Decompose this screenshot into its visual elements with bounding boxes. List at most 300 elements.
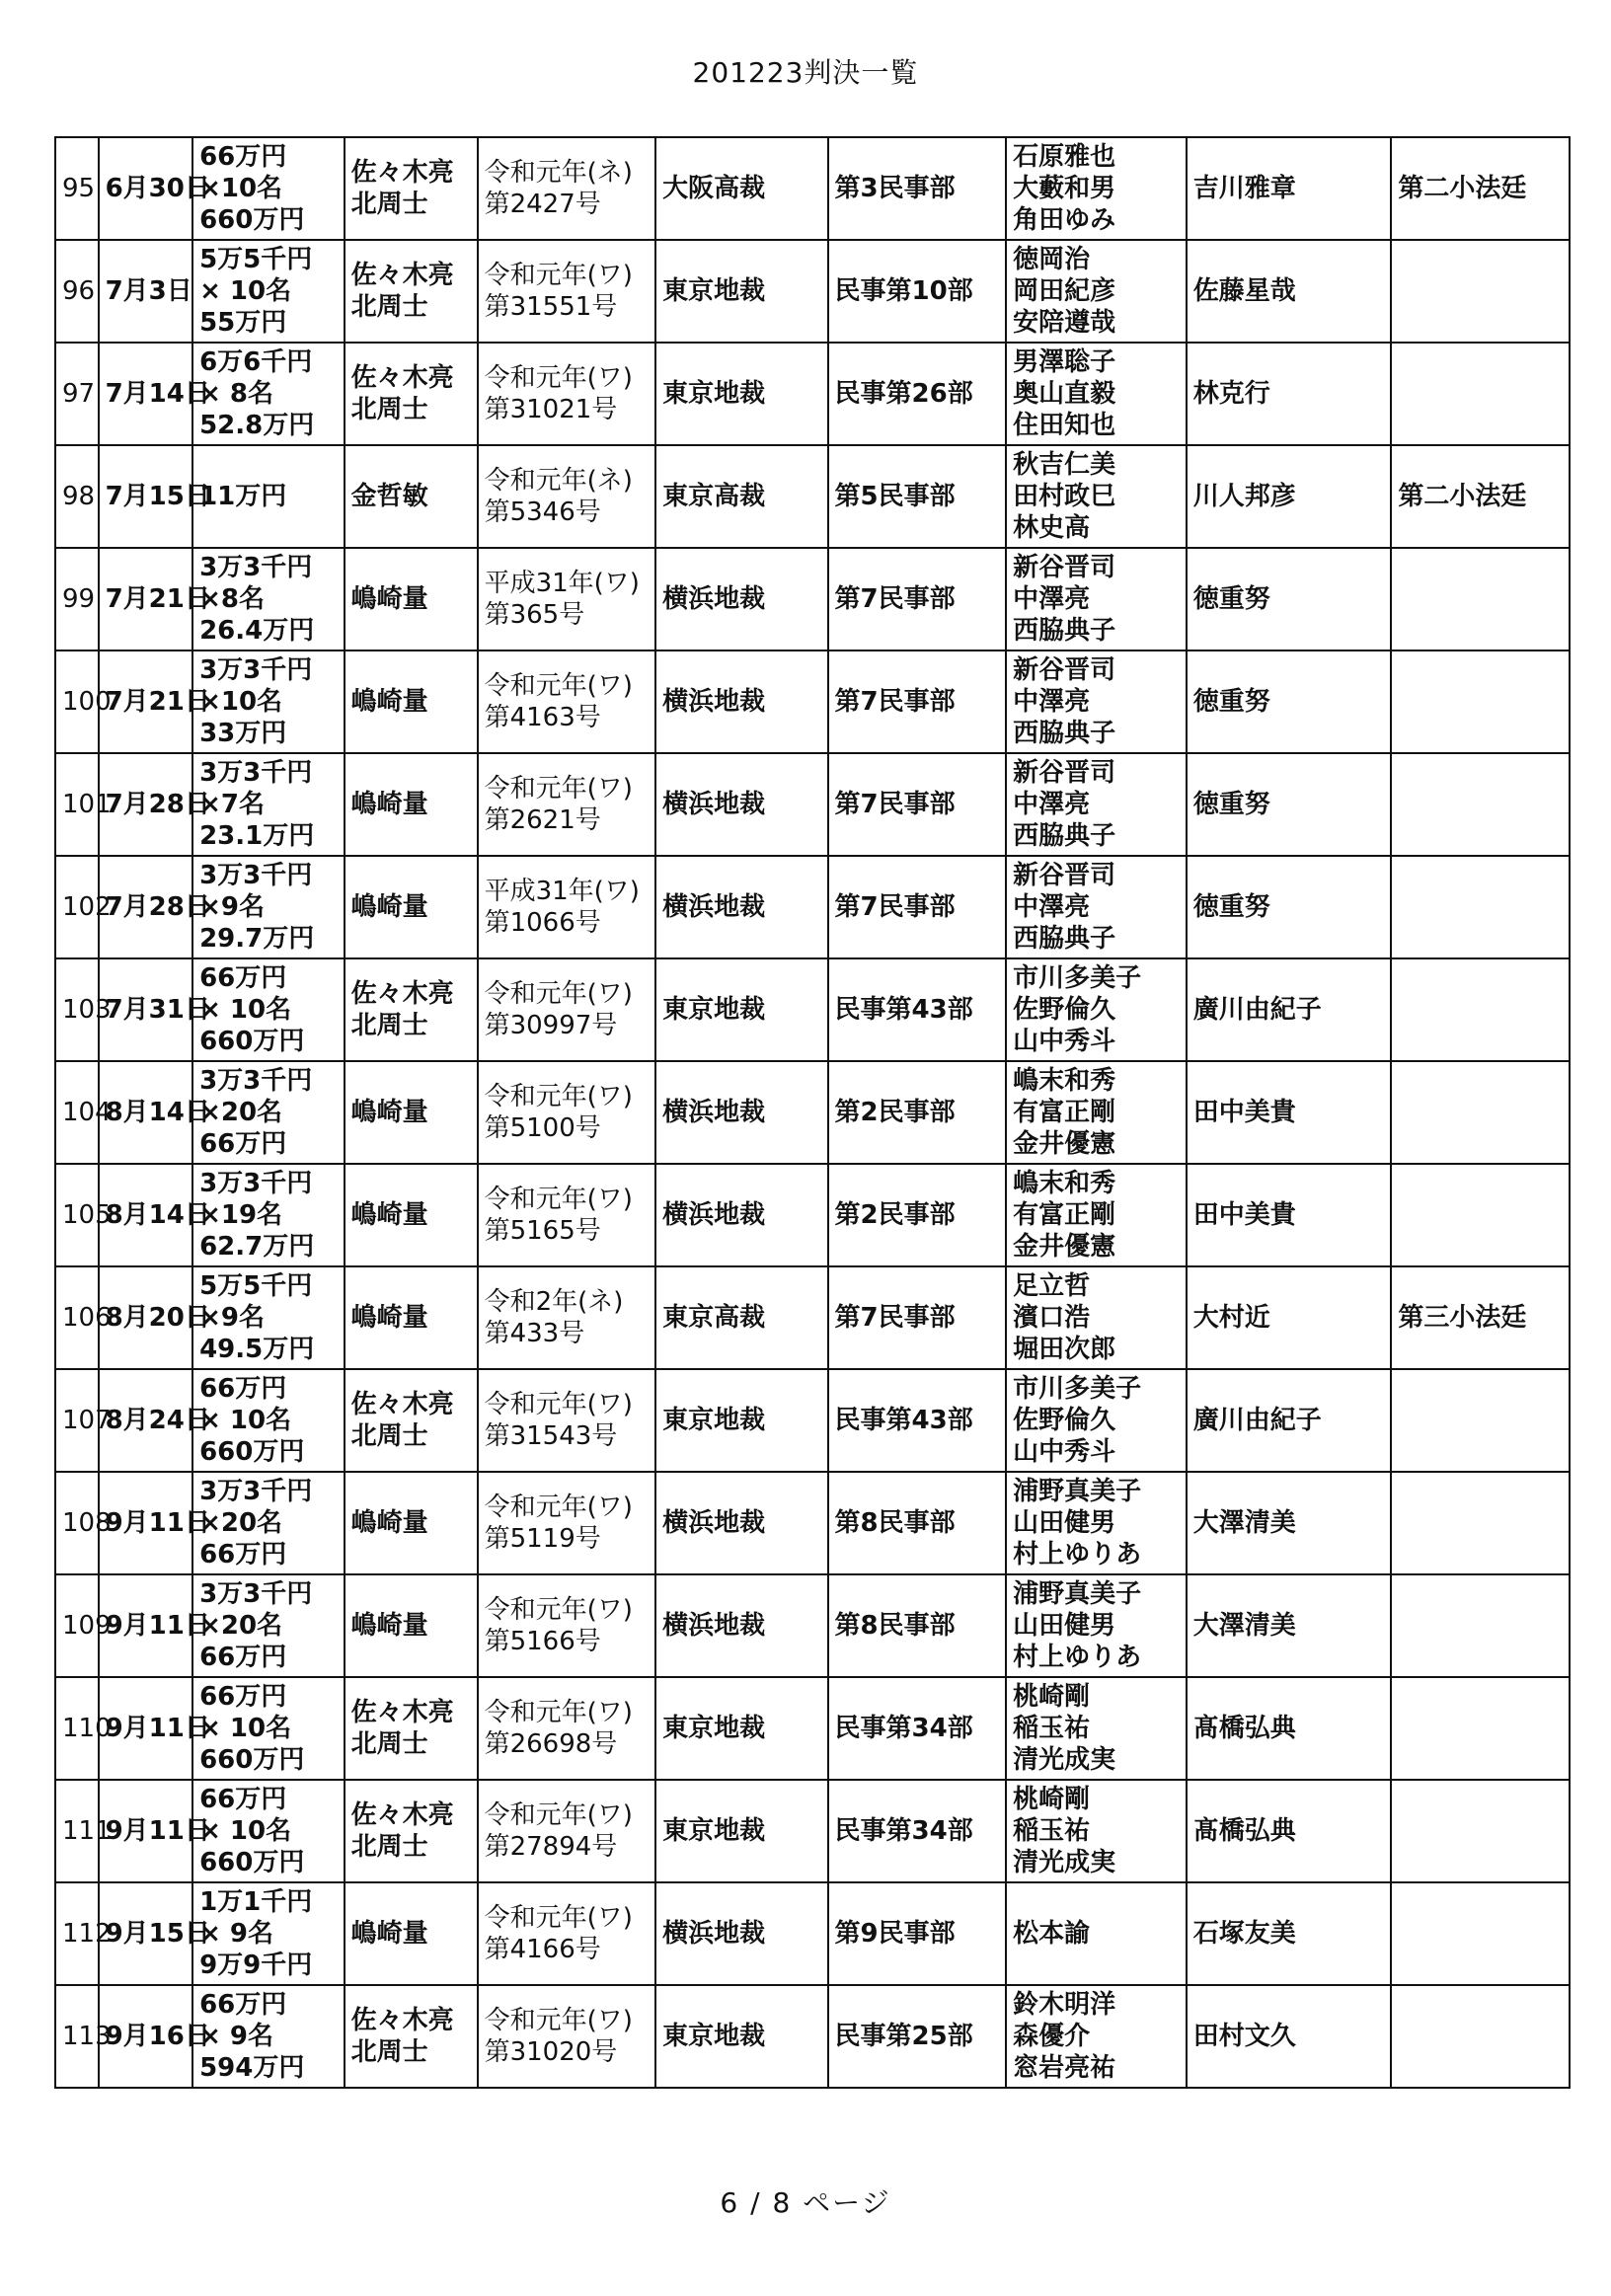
cell-case-number-line: 令和元年(ワ) — [484, 1492, 633, 1522]
cell-judges-line: 西脇典子 — [1013, 821, 1116, 851]
cell-judges-line: 浦野真美子 — [1013, 1477, 1142, 1506]
cell-attorney-line: 嶋崎量 — [350, 1611, 428, 1641]
cell-remark — [1391, 1985, 1570, 2088]
cell-court: 東京地裁 — [655, 958, 827, 1061]
cell-amount-line: × 10名 — [199, 1406, 292, 1435]
table-row — [55, 137, 1570, 240]
table-row — [55, 753, 1570, 856]
cell-case-number — [478, 1164, 656, 1266]
cell-attorney — [345, 1164, 478, 1266]
cell-number: 105 — [55, 1164, 99, 1266]
cell-clerk: 田中美貴 — [1187, 1061, 1392, 1164]
cell-court: 大阪高裁 — [655, 137, 827, 240]
cell-judges — [1006, 753, 1187, 856]
cell-amount — [192, 445, 345, 548]
cell-judges-line: 稲玉祐 — [1013, 1816, 1091, 1846]
cell-attorney-line: 嶋崎量 — [350, 584, 428, 614]
cell-case-number-line: 第2621号 — [484, 805, 601, 835]
cell-amount-line: 3万3千円 — [199, 758, 313, 788]
cell-date: 6月30日 — [99, 137, 192, 240]
cell-court: 横浜地裁 — [655, 548, 827, 651]
cell-judges-line: 大藪和男 — [1013, 174, 1116, 203]
cell-date: 7月21日 — [99, 651, 192, 753]
cell-court: 東京地裁 — [655, 1369, 827, 1472]
cell-attorney — [345, 445, 478, 548]
cell-remark — [1391, 1780, 1570, 1882]
cell-judges — [1006, 856, 1187, 958]
cell-remark: 第三小法廷 — [1391, 1266, 1570, 1369]
table-row — [55, 1472, 1570, 1574]
cell-amount-line: × 10名 — [199, 1816, 292, 1846]
cell-attorney-line: 佐々木亮 — [350, 979, 454, 1009]
cell-case-number — [478, 1472, 656, 1574]
table-row — [55, 1369, 1570, 1472]
cell-amount-line: 66万円 — [199, 1374, 287, 1404]
cell-judges-line: 山田健男 — [1013, 1611, 1116, 1641]
cell-judges — [1006, 958, 1187, 1061]
cell-judges-line: 安陪遵哉 — [1013, 308, 1116, 338]
cell-amount-line: ×20名 — [199, 1611, 283, 1641]
cell-judges-line: 中澤亮 — [1013, 790, 1091, 819]
cell-division: 民事第25部 — [828, 1985, 1007, 2088]
cell-attorney-line: 北周士 — [350, 1421, 428, 1451]
cell-attorney — [345, 1780, 478, 1882]
cell-case-number-line: 第1066号 — [484, 908, 601, 938]
table-body — [55, 137, 1570, 2088]
cell-court: 東京高裁 — [655, 445, 827, 548]
cell-remark — [1391, 856, 1570, 958]
table-row — [55, 856, 1570, 958]
cell-case-number-line: 令和元年(ワ) — [484, 1595, 633, 1625]
cell-clerk: 川人邦彦 — [1187, 445, 1392, 548]
cell-division: 第7民事部 — [828, 753, 1007, 856]
cell-amount-line: 5万5千円 — [199, 245, 313, 274]
cell-amount-line: 66万円 — [199, 1129, 287, 1159]
cell-attorney-line: 佐々木亮 — [350, 261, 454, 290]
cell-judges — [1006, 1780, 1187, 1882]
cell-number: 99 — [55, 548, 99, 651]
cell-date: 7月14日 — [99, 343, 192, 445]
cell-attorney-line: 北周士 — [350, 2037, 428, 2067]
cell-clerk: 田中美貴 — [1187, 1164, 1392, 1266]
cell-date: 9月16日 — [99, 1985, 192, 2088]
cell-remark — [1391, 1882, 1570, 1985]
cell-amount-line: 3万3千円 — [199, 861, 313, 890]
cell-amount — [192, 1369, 345, 1472]
cell-remark — [1391, 1164, 1570, 1266]
cell-case-number-line: 令和元年(ワ) — [484, 671, 633, 701]
cell-clerk: 大澤清美 — [1187, 1574, 1392, 1677]
cell-case-number-line: 第433号 — [484, 1319, 585, 1348]
cell-amount — [192, 1882, 345, 1985]
cell-court: 東京地裁 — [655, 1780, 827, 1882]
cell-amount-line: 66万円 — [199, 1682, 287, 1712]
cell-case-number — [478, 1882, 656, 1985]
cell-remark — [1391, 651, 1570, 753]
table-row — [55, 1780, 1570, 1882]
cell-amount-line: 660万円 — [199, 1745, 305, 1775]
cell-division: 民事第34部 — [828, 1677, 1007, 1780]
cell-amount — [192, 1677, 345, 1780]
cell-case-number-line: 令和元年(ワ) — [484, 1082, 633, 1111]
cell-case-number-line: 第5166号 — [484, 1627, 601, 1656]
cell-date: 7月21日 — [99, 548, 192, 651]
cell-amount-line: × 10名 — [199, 276, 292, 306]
cell-date: 8月14日 — [99, 1164, 192, 1266]
cell-case-number — [478, 137, 656, 240]
cell-judges — [1006, 1164, 1187, 1266]
cell-case-number-line: 第2427号 — [484, 190, 601, 219]
cell-judges — [1006, 548, 1187, 651]
cell-amount — [192, 1985, 345, 2088]
cell-date: 9月11日 — [99, 1677, 192, 1780]
cell-amount-line: 55万円 — [199, 308, 287, 338]
cell-amount-line: 52.8万円 — [199, 411, 315, 440]
cell-attorney-line: 嶋崎量 — [350, 1508, 428, 1538]
cell-number: 96 — [55, 240, 99, 343]
cell-attorney — [345, 958, 478, 1061]
cell-clerk: 廣川由紀子 — [1187, 958, 1392, 1061]
cell-division: 第8民事部 — [828, 1472, 1007, 1574]
page-number: 6 / 8 ページ — [720, 2186, 891, 2219]
cell-amount-line: 594万円 — [199, 2053, 305, 2083]
cell-division: 民事第43部 — [828, 958, 1007, 1061]
cell-remark — [1391, 1574, 1570, 1677]
cell-judges — [1006, 240, 1187, 343]
cell-case-number-line: 令和元年(ワ) — [484, 1903, 633, 1933]
page-title: 201223判決一覧 — [692, 56, 919, 89]
cell-judges-line: 稲玉祐 — [1013, 1714, 1091, 1743]
cell-judges-line: 窓岩亮祐 — [1013, 2053, 1116, 2083]
cell-clerk: 徳重努 — [1187, 753, 1392, 856]
cell-remark — [1391, 958, 1570, 1061]
table-row — [55, 1985, 1570, 2088]
cell-judges-line: 浦野真美子 — [1013, 1579, 1142, 1609]
cell-judges-line: 堀田次郎 — [1013, 1335, 1116, 1364]
cell-attorney — [345, 548, 478, 651]
cell-amount-line: ×9名 — [199, 1303, 265, 1333]
cell-case-number-line: 平成31年(ワ) — [484, 877, 640, 906]
cell-attorney-line: 佐々木亮 — [350, 158, 454, 188]
cell-case-number-line: 第365号 — [484, 600, 585, 630]
cell-date: 7月31日 — [99, 958, 192, 1061]
table-row — [55, 548, 1570, 651]
cell-remark — [1391, 1369, 1570, 1472]
cell-case-number — [478, 1677, 656, 1780]
cell-judges-line: 金井優憲 — [1013, 1232, 1116, 1262]
cell-amount-line: ×8名 — [199, 584, 265, 614]
cell-attorney — [345, 1882, 478, 1985]
cell-amount — [192, 1061, 345, 1164]
cell-amount-line: 66万円 — [199, 142, 287, 172]
cell-case-number-line: 令和元年(ワ) — [484, 1390, 633, 1419]
cell-attorney-line: 嶋崎量 — [350, 892, 428, 922]
cell-division: 第7民事部 — [828, 548, 1007, 651]
cell-case-number — [478, 1369, 656, 1472]
cell-attorney — [345, 1369, 478, 1472]
cell-amount-line: 66万円 — [199, 1785, 287, 1814]
cell-amount-line: 66万円 — [199, 963, 287, 993]
cell-amount-line: 49.5万円 — [199, 1335, 315, 1364]
cell-case-number-line: 第31020号 — [484, 2037, 618, 2067]
cell-judges — [1006, 1472, 1187, 1574]
cell-remark — [1391, 753, 1570, 856]
cell-court: 東京高裁 — [655, 1266, 827, 1369]
cell-attorney-line: 北周士 — [350, 190, 428, 219]
cell-clerk: 髙橋弘典 — [1187, 1780, 1392, 1882]
cell-judges-line: 鈴木明洋 — [1013, 1990, 1116, 2020]
cell-attorney — [345, 1472, 478, 1574]
cell-amount — [192, 1164, 345, 1266]
cell-case-number-line: 第5119号 — [484, 1524, 601, 1554]
cell-court: 横浜地裁 — [655, 1164, 827, 1266]
cell-judges-line: 新谷晋司 — [1013, 655, 1116, 685]
cell-attorney-line: 嶋崎量 — [350, 1303, 428, 1333]
cell-attorney-line: 嶋崎量 — [350, 1919, 428, 1949]
cell-number: 100 — [55, 651, 99, 753]
cell-attorney-line: 北周士 — [350, 1011, 428, 1040]
cell-amount-line: ×20名 — [199, 1098, 283, 1127]
cell-court: 横浜地裁 — [655, 651, 827, 753]
cell-judges-line: 西脇典子 — [1013, 719, 1116, 748]
cell-amount — [192, 651, 345, 753]
cell-judges — [1006, 137, 1187, 240]
cell-judges-line: 田村政巳 — [1013, 482, 1116, 511]
cell-judges-line: 金井優憲 — [1013, 1129, 1116, 1159]
cell-judges-line: 新谷晋司 — [1013, 861, 1116, 890]
cell-division: 第2民事部 — [828, 1164, 1007, 1266]
cell-remark — [1391, 240, 1570, 343]
table-row — [55, 1882, 1570, 1985]
cell-attorney — [345, 240, 478, 343]
cell-judges-line: 佐野倫久 — [1013, 1406, 1116, 1435]
cell-amount-line: 33万円 — [199, 719, 287, 748]
cell-amount-line: × 10名 — [199, 1714, 292, 1743]
cell-judges-line: 中澤亮 — [1013, 584, 1091, 614]
cell-court: 東京地裁 — [655, 1677, 827, 1780]
cell-judges-line: 西脇典子 — [1013, 616, 1116, 646]
cell-division: 第9民事部 — [828, 1882, 1007, 1985]
cell-attorney-line: 嶋崎量 — [350, 1098, 428, 1127]
cell-clerk: 髙橋弘典 — [1187, 1677, 1392, 1780]
cell-judges — [1006, 343, 1187, 445]
cell-attorney-line: 嶋崎量 — [350, 790, 428, 819]
cell-judges-line: 足立哲 — [1013, 1271, 1091, 1301]
cell-case-number-line: 第4166号 — [484, 1935, 601, 1964]
cell-number: 104 — [55, 1061, 99, 1164]
cell-number: 113 — [55, 1985, 99, 2088]
cell-attorney-line: 佐々木亮 — [350, 2006, 454, 2035]
cell-judges — [1006, 1369, 1187, 1472]
cell-date: 9月15日 — [99, 1882, 192, 1985]
cell-amount-line: 3万3千円 — [199, 1169, 313, 1198]
cell-court: 横浜地裁 — [655, 856, 827, 958]
cell-number: 106 — [55, 1266, 99, 1369]
cell-case-number-line: 令和元年(ネ) — [484, 158, 633, 188]
cell-judges-line: 有富正剛 — [1013, 1098, 1116, 1127]
cell-attorney-line: 嶋崎量 — [350, 1200, 428, 1230]
cell-judges — [1006, 651, 1187, 753]
cell-case-number-line: 第26698号 — [484, 1729, 618, 1759]
cell-amount — [192, 548, 345, 651]
cell-judges-line: 濱口浩 — [1013, 1303, 1091, 1333]
cell-judges-line: 清光成実 — [1013, 1745, 1116, 1775]
cell-attorney — [345, 1677, 478, 1780]
cell-judges-line: 有富正剛 — [1013, 1200, 1116, 1230]
cell-case-number-line: 第5100号 — [484, 1113, 601, 1143]
cell-case-number-line: 第31551号 — [484, 292, 618, 322]
cell-amount — [192, 1780, 345, 1882]
table-row — [55, 958, 1570, 1061]
cell-judges-line: 山田健男 — [1013, 1508, 1116, 1538]
cell-case-number-line: 令和元年(ネ) — [484, 466, 633, 496]
cell-date: 8月24日 — [99, 1369, 192, 1472]
cell-judges-line: 松本諭 — [1013, 1919, 1091, 1949]
table-row — [55, 651, 1570, 753]
cell-judges-line: 新谷晋司 — [1013, 553, 1116, 582]
cell-judges — [1006, 1266, 1187, 1369]
cell-amount-line: ×20名 — [199, 1508, 283, 1538]
cell-date: 9月11日 — [99, 1780, 192, 1882]
cell-judges — [1006, 1061, 1187, 1164]
cell-division: 第3民事部 — [828, 137, 1007, 240]
cell-case-number — [478, 753, 656, 856]
cell-case-number-line: 平成31年(ワ) — [484, 569, 640, 598]
cell-amount-line: 6万6千円 — [199, 347, 313, 377]
cell-case-number-line: 令和元年(ワ) — [484, 2006, 633, 2035]
cell-amount-line: × 9名 — [199, 2022, 273, 2051]
cell-amount — [192, 856, 345, 958]
cell-clerk: 大澤清美 — [1187, 1472, 1392, 1574]
cell-amount-line: 66万円 — [199, 1540, 287, 1569]
cell-number: 112 — [55, 1882, 99, 1985]
cell-case-number — [478, 548, 656, 651]
cell-case-number — [478, 651, 656, 753]
table-row — [55, 343, 1570, 445]
cell-judges-line: 森優介 — [1013, 2022, 1091, 2051]
table-row — [55, 445, 1570, 548]
table-row — [55, 1164, 1570, 1266]
cell-judges-line: 市川多美子 — [1013, 1374, 1142, 1404]
cell-amount-line: 660万円 — [199, 1848, 305, 1877]
cell-clerk: 徳重努 — [1187, 651, 1392, 753]
cell-remark: 第二小法廷 — [1391, 445, 1570, 548]
cell-attorney-line: 北周士 — [350, 1832, 428, 1862]
cell-court: 東京地裁 — [655, 1985, 827, 2088]
cell-case-number — [478, 343, 656, 445]
cell-amount-line: 62.7万円 — [199, 1232, 315, 1262]
cell-judges — [1006, 445, 1187, 548]
cell-attorney-line: 佐々木亮 — [350, 1390, 454, 1419]
cell-judges — [1006, 1882, 1187, 1985]
cell-amount — [192, 240, 345, 343]
cell-remark — [1391, 548, 1570, 651]
cell-judges-line: 村上ゆりあ — [1013, 1540, 1142, 1569]
cell-amount-line: ×19名 — [199, 1200, 283, 1230]
cell-judges — [1006, 1574, 1187, 1677]
cell-amount-line: 3万3千円 — [199, 1477, 313, 1506]
cell-court: 東京地裁 — [655, 240, 827, 343]
cell-judges-line: 西脇典子 — [1013, 924, 1116, 954]
cell-attorney — [345, 856, 478, 958]
cell-division: 民事第10部 — [828, 240, 1007, 343]
cell-amount-line: 3万3千円 — [199, 1066, 313, 1096]
cell-clerk: 林克行 — [1187, 343, 1392, 445]
cell-judges-line: 嶋末和秀 — [1013, 1169, 1116, 1198]
cell-case-number — [478, 1574, 656, 1677]
cell-amount — [192, 1574, 345, 1677]
cell-date: 7月3日 — [99, 240, 192, 343]
cell-judges-line: 中澤亮 — [1013, 892, 1091, 922]
table-row — [55, 240, 1570, 343]
cell-attorney-line: 北周士 — [350, 1729, 428, 1759]
cell-attorney — [345, 137, 478, 240]
cell-amount-line: × 10名 — [199, 995, 292, 1025]
cell-case-number-line: 令和元年(ワ) — [484, 774, 633, 804]
cell-number: 111 — [55, 1780, 99, 1882]
cell-attorney-line: 嶋崎量 — [350, 687, 428, 717]
cell-division: 第8民事部 — [828, 1574, 1007, 1677]
cell-attorney-line: 佐々木亮 — [350, 1800, 454, 1830]
cell-amount-line: 9万9千円 — [199, 1951, 313, 1980]
cell-number: 107 — [55, 1369, 99, 1472]
cell-judges-line: 角田ゆみ — [1013, 205, 1116, 235]
cell-judges-line: 秋吉仁美 — [1013, 450, 1116, 480]
cell-amount-line: ×10名 — [199, 174, 283, 203]
cell-clerk: 石塚友美 — [1187, 1882, 1392, 1985]
cell-remark — [1391, 1472, 1570, 1574]
cell-judges-line: 嶋末和秀 — [1013, 1066, 1116, 1096]
cell-judges-line: 山中秀斗 — [1013, 1437, 1116, 1467]
cell-case-number — [478, 240, 656, 343]
cell-case-number — [478, 1266, 656, 1369]
cell-judges-line: 新谷晋司 — [1013, 758, 1116, 788]
cell-judges-line: 岡田紀彦 — [1013, 276, 1116, 306]
cell-remark — [1391, 1677, 1570, 1780]
cell-judges-line: 中澤亮 — [1013, 687, 1091, 717]
cell-case-number — [478, 856, 656, 958]
cell-judges — [1006, 1985, 1187, 2088]
cell-case-number-line: 第27894号 — [484, 1832, 618, 1862]
table-row — [55, 1574, 1570, 1677]
table-row — [55, 1061, 1570, 1164]
cell-clerk: 大村近 — [1187, 1266, 1392, 1369]
cell-number: 110 — [55, 1677, 99, 1780]
cell-case-number-line: 令和元年(ワ) — [484, 1698, 633, 1727]
cell-case-number-line: 第31543号 — [484, 1421, 618, 1451]
cell-case-number-line: 第30997号 — [484, 1011, 618, 1040]
cell-attorney-line: 佐々木亮 — [350, 1698, 454, 1727]
cell-judges-line: 桃崎剛 — [1013, 1785, 1091, 1814]
cell-division: 第5民事部 — [828, 445, 1007, 548]
cell-division: 第2民事部 — [828, 1061, 1007, 1164]
cell-remark — [1391, 343, 1570, 445]
cell-division: 民事第26部 — [828, 343, 1007, 445]
cell-division: 第7民事部 — [828, 651, 1007, 753]
cell-amount — [192, 1266, 345, 1369]
cell-judges-line: 徳岡治 — [1013, 245, 1091, 274]
cell-attorney-line: 金哲敏 — [350, 482, 428, 511]
cell-judges-line: 奥山直毅 — [1013, 379, 1116, 409]
cell-amount — [192, 958, 345, 1061]
cell-amount-line: 29.7万円 — [199, 924, 315, 954]
cell-court: 横浜地裁 — [655, 753, 827, 856]
cell-attorney — [345, 651, 478, 753]
cell-case-number — [478, 1780, 656, 1882]
cell-number: 101 — [55, 753, 99, 856]
cell-court: 横浜地裁 — [655, 1882, 827, 1985]
cell-judges-line: 林史高 — [1013, 513, 1091, 543]
